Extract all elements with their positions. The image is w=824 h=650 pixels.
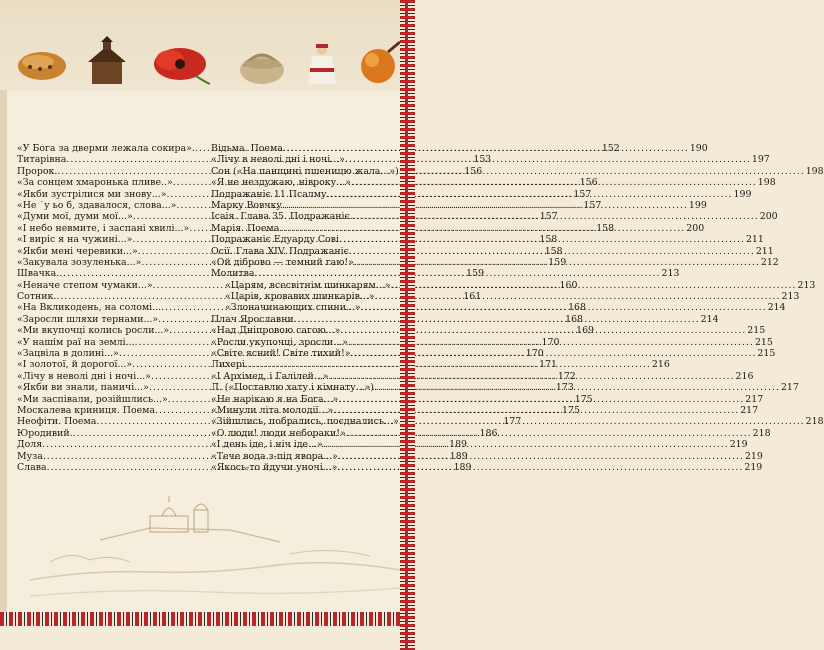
village-sketch-illustration: [30, 470, 400, 610]
toc-entry-title: «Тече вода з-під явора...»: [211, 450, 338, 462]
toc-entry-title: Москалева криниця. Поема: [17, 404, 156, 416]
toc-entry-title: Молитва: [211, 268, 255, 280]
toc-entry-title: Марку Вовчку: [211, 199, 282, 211]
toc-entry-page: 156: [579, 177, 598, 189]
toc-entry-page: 211: [755, 245, 774, 257]
toc-entry-title: «Над Дніпровою сагою...»: [211, 325, 341, 337]
toc-entry-page: 216: [735, 370, 754, 382]
toc-entry-title: Доля: [17, 439, 43, 451]
toc-entry-title: «Ми вкупочці колись росли...»: [17, 325, 170, 337]
toc-entry-page: 212: [760, 256, 779, 268]
toc-entry-page: 156: [464, 165, 483, 177]
ocarina-icon: [18, 52, 66, 80]
toc-entry-page: 161: [463, 291, 482, 303]
toc-entry-title: Сотник.: [17, 291, 57, 303]
toc-entry-page: 217: [780, 382, 799, 394]
toc-entry-title: «Не нарікаю я на Бога...»: [211, 393, 339, 405]
toc-entry-title: «Лічу в неволі дні і ночі...»: [17, 370, 151, 382]
toc-entry-page: 218: [752, 427, 771, 439]
toc-entry-title: «Я не нездужаю, нівроку...»: [211, 177, 351, 189]
toc-entry-title: Відьма. Поема: [211, 143, 283, 154]
toc-leader-dots: [329, 371, 735, 382]
toc-entry-page: 173: [555, 382, 574, 394]
toc-leader-dots: [323, 439, 729, 450]
poppy-flower-icon: [154, 48, 210, 84]
toc-entry-title: «Якби зустрілися ми знову...»: [17, 188, 167, 200]
toc-entry-page: 213: [661, 268, 680, 280]
toc-leader-dots: [374, 382, 780, 393]
toc-entry-page: 190: [689, 143, 708, 154]
toc-entry-page: 170: [525, 348, 544, 360]
toc-entry-title: «У Бога за дверми лежала сокира».: [17, 143, 195, 154]
toc-entry-title: Плач Ярославни: [211, 313, 294, 325]
toc-entry-title: «О люди! люди небораки!»: [211, 427, 346, 439]
toc-entry-page: 200: [686, 222, 705, 234]
toc-entry-page: 214: [767, 302, 786, 314]
toc-entry-title: Л. («Поставлю хату і кімнату...»): [211, 382, 374, 394]
toc-entry-page: 158: [544, 245, 563, 257]
embroidery-border-right: [400, 0, 415, 650]
toc-entry-page: 170: [541, 336, 560, 348]
toc-entry-title: «Світе ясний! Світе тихий!»: [211, 348, 351, 360]
toc-entry-page: 213: [797, 279, 816, 291]
toc-entry-page: 189: [449, 450, 468, 462]
toc-entry-page: 177: [503, 416, 522, 428]
toc-leader-dots: [391, 280, 797, 291]
toc-entry-title: «Закувала зозуленька...»: [17, 256, 142, 268]
toc-entry-title: «Царів, кровавих шинкарів...»: [225, 291, 375, 303]
toc-entry-page: 199: [688, 199, 707, 211]
toc-entry-page: 158: [539, 234, 558, 246]
left-margin: [0, 90, 7, 612]
toc-entry-title: «Царям, всесвітнім шинкарям...»: [225, 279, 391, 291]
toc-entry-page: 171: [539, 359, 557, 371]
toc-entry-page: 175: [562, 404, 580, 416]
toc-leader-dots: [375, 291, 781, 302]
toc-leader-dots: [255, 268, 661, 279]
toc-entry-title: «Не ˙у ьо б, здавалося, слова...»: [17, 199, 177, 211]
toc-entry-title: «Якби ви знали, паничі...»: [17, 382, 149, 394]
toc-entry-title: Швачка.: [17, 268, 60, 280]
toc-entry-title: Неофіти. Поема: [17, 416, 97, 428]
toc-entry-title: Подражаніє 11 Псалму: [211, 188, 327, 200]
toc-entry-title: «Заросли шляхи тернами...»: [17, 313, 159, 325]
toc-entry-page: 219: [729, 439, 748, 451]
toc-entry-page: 157: [583, 199, 602, 211]
toc-entry-page: 215: [754, 336, 773, 348]
toc-entry-title: «І золотої, й дорогої...»: [17, 359, 133, 371]
toc-entry-page: 216: [651, 359, 670, 371]
wooden-church-icon: [88, 36, 126, 84]
toc-leader-dots: [283, 143, 689, 154]
toc-entry-page: 157: [573, 188, 592, 200]
toc-entry-page: 168: [568, 302, 586, 314]
toc-entry-title: «Неначе степом чумаки...»: [17, 279, 153, 291]
toc-entry-page: 213: [781, 291, 800, 303]
toc-entry-page: 159: [466, 268, 485, 280]
orange-gourd-icon: [361, 42, 400, 83]
toc-entry-title: «Минули літа молодії...»: [211, 404, 334, 416]
toc-entry-title: «У нашім раї на землі...: [17, 336, 135, 348]
toc-entry-page: 198: [757, 177, 776, 189]
toc-leader-dots: [327, 189, 733, 200]
toc-entry-page: 168: [565, 313, 584, 325]
toc-entry-page: 153: [473, 154, 492, 166]
toc-entry-title: «Думи мої, думи мої...»: [17, 211, 133, 223]
toc-entry-page: 219: [744, 461, 763, 473]
folk-icons-strip: [0, 38, 415, 88]
toc-entry-title: «І Архімед, і Галілей...»: [211, 370, 329, 382]
toc-entry-page: 211: [745, 234, 764, 246]
wicker-basket-icon: [240, 55, 284, 84]
toc-entry-title: «Зійшлись, побрались, поєднались...»: [211, 416, 399, 428]
toc-entry-title: Пророк.: [17, 165, 58, 177]
toc-entry-page: 197: [751, 154, 770, 166]
toc-entry-title: «Злоначинающих спини...»: [225, 302, 361, 314]
toc-entry-page: 152: [601, 143, 620, 154]
toc-entry-page: 200: [759, 211, 778, 223]
toc-leader-dots: [338, 451, 744, 462]
toc-leader-dots: [399, 416, 805, 427]
toc-entry-title: Юродивий.: [17, 427, 73, 439]
toc-entry-title: Слава: [17, 461, 47, 473]
toc-entry-page: 189: [453, 461, 472, 473]
toc-entry-page: 158: [596, 222, 615, 234]
toc-entry-page: 214: [700, 313, 719, 325]
toc-entry-title: «Якби мені черевики...»: [17, 245, 138, 257]
toc-entry-title: «Росли укупочці, зросли...»: [211, 336, 348, 348]
toc-entry-page: 175: [574, 393, 593, 405]
toc-entry-page: 217: [740, 404, 759, 416]
toc-leader-dots: [361, 302, 767, 313]
toc-entry-title: Марія. Поема: [211, 222, 280, 234]
toc-entry-page: 189: [449, 439, 468, 451]
toc-entry-page: 159: [548, 256, 567, 268]
toc-entry-title: «За сонцем хмаронька пливе..»: [17, 177, 173, 189]
toc-entry-title: Сон («На панщині пшеницю жала...»): [211, 165, 399, 177]
toc-entry-page: 199: [733, 188, 752, 200]
toc-entry-title: «На Вкликодень, на соломі...: [17, 302, 162, 314]
toc-entry-page: 215: [757, 348, 776, 360]
toc-entry-title: Муза: [17, 450, 43, 462]
toc-entry-title: «Лічу в неволі дні і ночі...»: [211, 154, 345, 166]
toc-entry-page: 198: [805, 165, 824, 177]
toc-leader-dots: [337, 462, 743, 473]
toc-entry-title: «І день іде, і ніч іде...»: [211, 439, 323, 451]
toc-leader-dots: [282, 200, 688, 211]
toc-entry-page: 157: [539, 211, 558, 223]
toc-entry-title: «Ой діброво — темний гаю!»: [211, 256, 354, 268]
toc-entry-page: 172: [557, 370, 576, 382]
toc-entry-title: Ісаія. Глава 35. Подражаніє.: [211, 211, 353, 223]
toc-leader-dots: [399, 166, 805, 177]
toc-entry-title: Титарівна: [17, 154, 67, 166]
toc-leader-dots: [333, 405, 739, 416]
toc-entry-page: 160: [559, 279, 578, 291]
toc-leader-dots: [279, 223, 685, 234]
toc-leader-dots: [294, 314, 700, 325]
toc-entry-page: 218: [805, 416, 824, 428]
toc-entry-page: 219: [744, 450, 763, 462]
toc-entry-title: «І виріс я на чужині...»: [17, 234, 133, 246]
toc-entry-page: 217: [745, 393, 764, 405]
toc-entry-page: 186: [479, 427, 498, 439]
toc-entry-title: Лихері: [211, 359, 245, 371]
toc-entry-title: Осії. Глава XIV. Подражаніє: [211, 245, 349, 257]
embroidered-doll-icon: [308, 44, 336, 84]
toc-entry-page: 169: [576, 325, 595, 337]
toc-entry-page: 215: [747, 325, 766, 337]
toc-entry-title: «Якось-то йдучи уночі...»: [211, 461, 338, 473]
toc-entry-title: «Ми заспівали, розійшлись...»: [17, 393, 168, 405]
toc-entry-title: «Зацвіла в долині...»: [17, 348, 119, 360]
embroidery-border-bottom: [0, 612, 400, 626]
toc-entry-title: Подражаніє Едуарду Сові: [211, 234, 339, 246]
toc-entry-title: «І небо невмите, і заспані хвилі...»: [17, 222, 190, 234]
toc-leader-dots: [245, 359, 651, 370]
